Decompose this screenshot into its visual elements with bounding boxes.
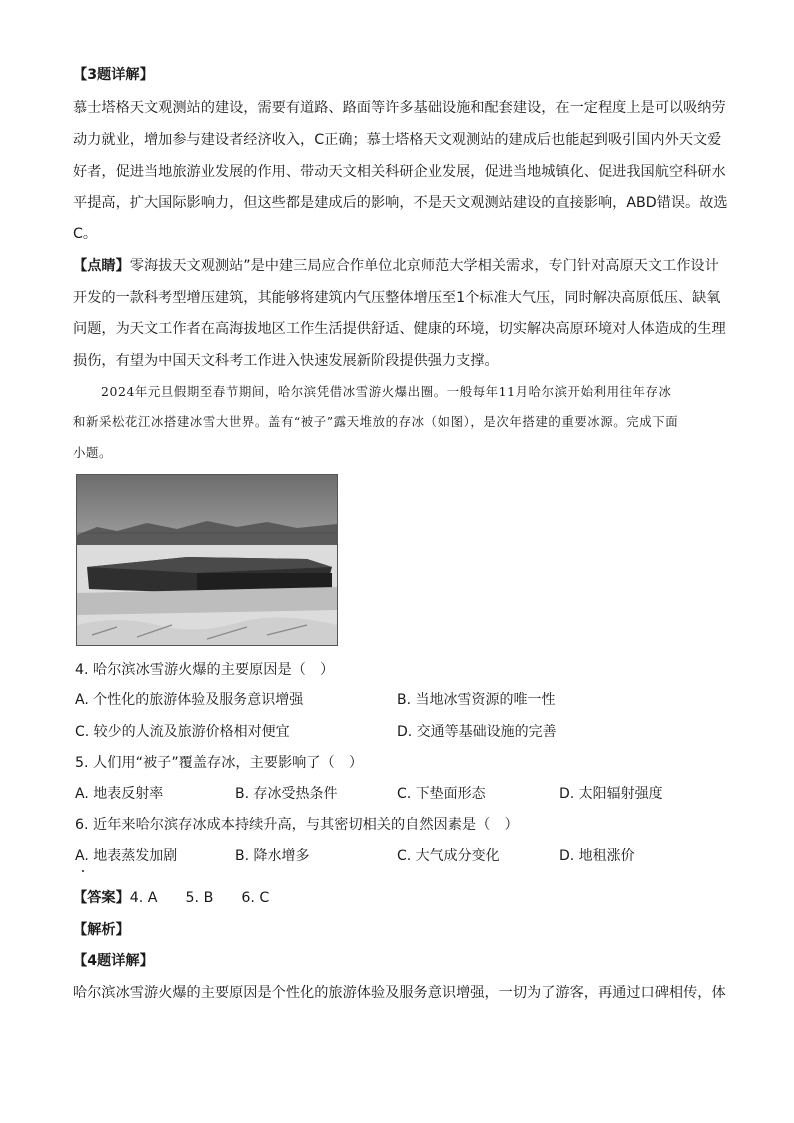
- remark-line-1: [73, 256, 723, 276]
- answer-6: 6. C: [241, 890, 270, 906]
- question-5-option-b[interactable]: B. 存冰受热条件: [235, 786, 338, 802]
- question-4-option-c[interactable]: C. 较少的人流及旅游价格相对便宜: [75, 724, 290, 740]
- answer-5: 5. B: [185, 890, 214, 906]
- question-6-option-d[interactable]: D. 地租涨价: [559, 848, 635, 864]
- passage-line-3: 小题。: [73, 445, 112, 460]
- question-4-option-a[interactable]: A. 个性化的旅游体验及服务意识增强: [75, 692, 304, 708]
- section3-line-2: 动力就业，增加参与建设者经济收入，C正确；慕士塔格天文观测站的建成后也能起到吸引国内外天文爱: [73, 132, 722, 148]
- section3-line-3: 好者，促进当地旅游业发展的作用、带动天文相关科研企业发展，促进当地城镇化、促进我国航空科研水: [73, 164, 726, 180]
- question-5-stem: 5. 人们用“被子”覆盖存冰，主要影响了（ ）: [75, 755, 364, 771]
- remark-line-4: 损伤，有望为中国天文科考工作进入快速发展新阶段提供强力支撑。: [73, 353, 499, 369]
- analysis-label: 【解析】: [73, 922, 130, 938]
- remark-label: 【点睛】: [73, 258, 130, 274]
- passage-line-2: 和新采松花江冰搭建冰雪大世界。盖有“被子”露天堆放的存冰（如图），是次年搭建的重要冰源。完成下面: [73, 414, 679, 429]
- stored-ice-photo: [76, 474, 338, 646]
- answer-4: 4. A: [129, 890, 158, 906]
- question-6-option-b[interactable]: B. 降水增多: [235, 848, 310, 864]
- remark-text-1: 零海拔天文观测站”是中建三局应合作单位北京师范大学相关需求，专门针对高原天文工作设计: [129, 258, 719, 274]
- question-4-option-d[interactable]: D. 交通等基础设施的完善: [397, 724, 557, 740]
- question-6-option-c[interactable]: C. 大气成分变化: [397, 848, 500, 864]
- section3-heading: 【3题详解】: [73, 67, 154, 83]
- section4-line-1: 哈尔滨冰雪游火爆的主要原因是个性化的旅游体验及服务意识增强，一切为了游客，再通过口碑相传，体: [73, 985, 726, 1001]
- scan-speck: [82, 870, 84, 872]
- question-5-option-a[interactable]: A. 地表反射率: [75, 786, 164, 802]
- passage-line-1: 2024年元旦假期至春节期间，哈尔滨凭借冰雪游火爆出圈。一般每年11月哈尔滨开始利用往年存冰: [101, 384, 672, 399]
- remark-line-2: 开发的一款科考型增压建筑，其能够将建筑内气压整体增压至1个标准大气压，同时解决高原低压、缺氧: [73, 290, 721, 306]
- question-6-stem: 6. 近年来哈尔滨存冰成本持续升高，与其密切相关的自然因素是（ ）: [75, 817, 519, 833]
- answer-line: [73, 888, 723, 908]
- stored-ice-photo-art: [77, 475, 337, 645]
- question-6-option-a[interactable]: A. 地表蒸发加剧: [75, 848, 178, 864]
- question-4-stem: 4. 哈尔滨冰雪游火爆的主要原因是（ ）: [75, 662, 335, 678]
- section3-line-5: C。: [73, 226, 98, 242]
- question-5-option-d[interactable]: D. 太阳辐射强度: [559, 786, 663, 802]
- remark-line-3: 问题，为天文工作者在高海拔地区工作生活提供舒适、健康的环境，切实解决高原环境对人体造成的生理: [73, 321, 726, 337]
- question-4-option-b[interactable]: B. 当地冰雪资源的唯一性: [397, 692, 556, 708]
- section3-line-1: 慕士塔格天文观测站的建设，需要有道路、路面等许多基础设施和配套建设，在一定程度上是可以吸纳劳: [73, 100, 726, 116]
- section3-line-4: 平提高，扩大国际影响力，但这些都是建成后的影响，不是天文观测站建设的直接影响，ABD错误。故选: [73, 195, 728, 211]
- answer-label: 【答案】: [73, 890, 130, 906]
- question-5-option-c[interactable]: C. 下垫面形态: [397, 786, 486, 802]
- section4-heading: 【4题详解】: [73, 953, 154, 969]
